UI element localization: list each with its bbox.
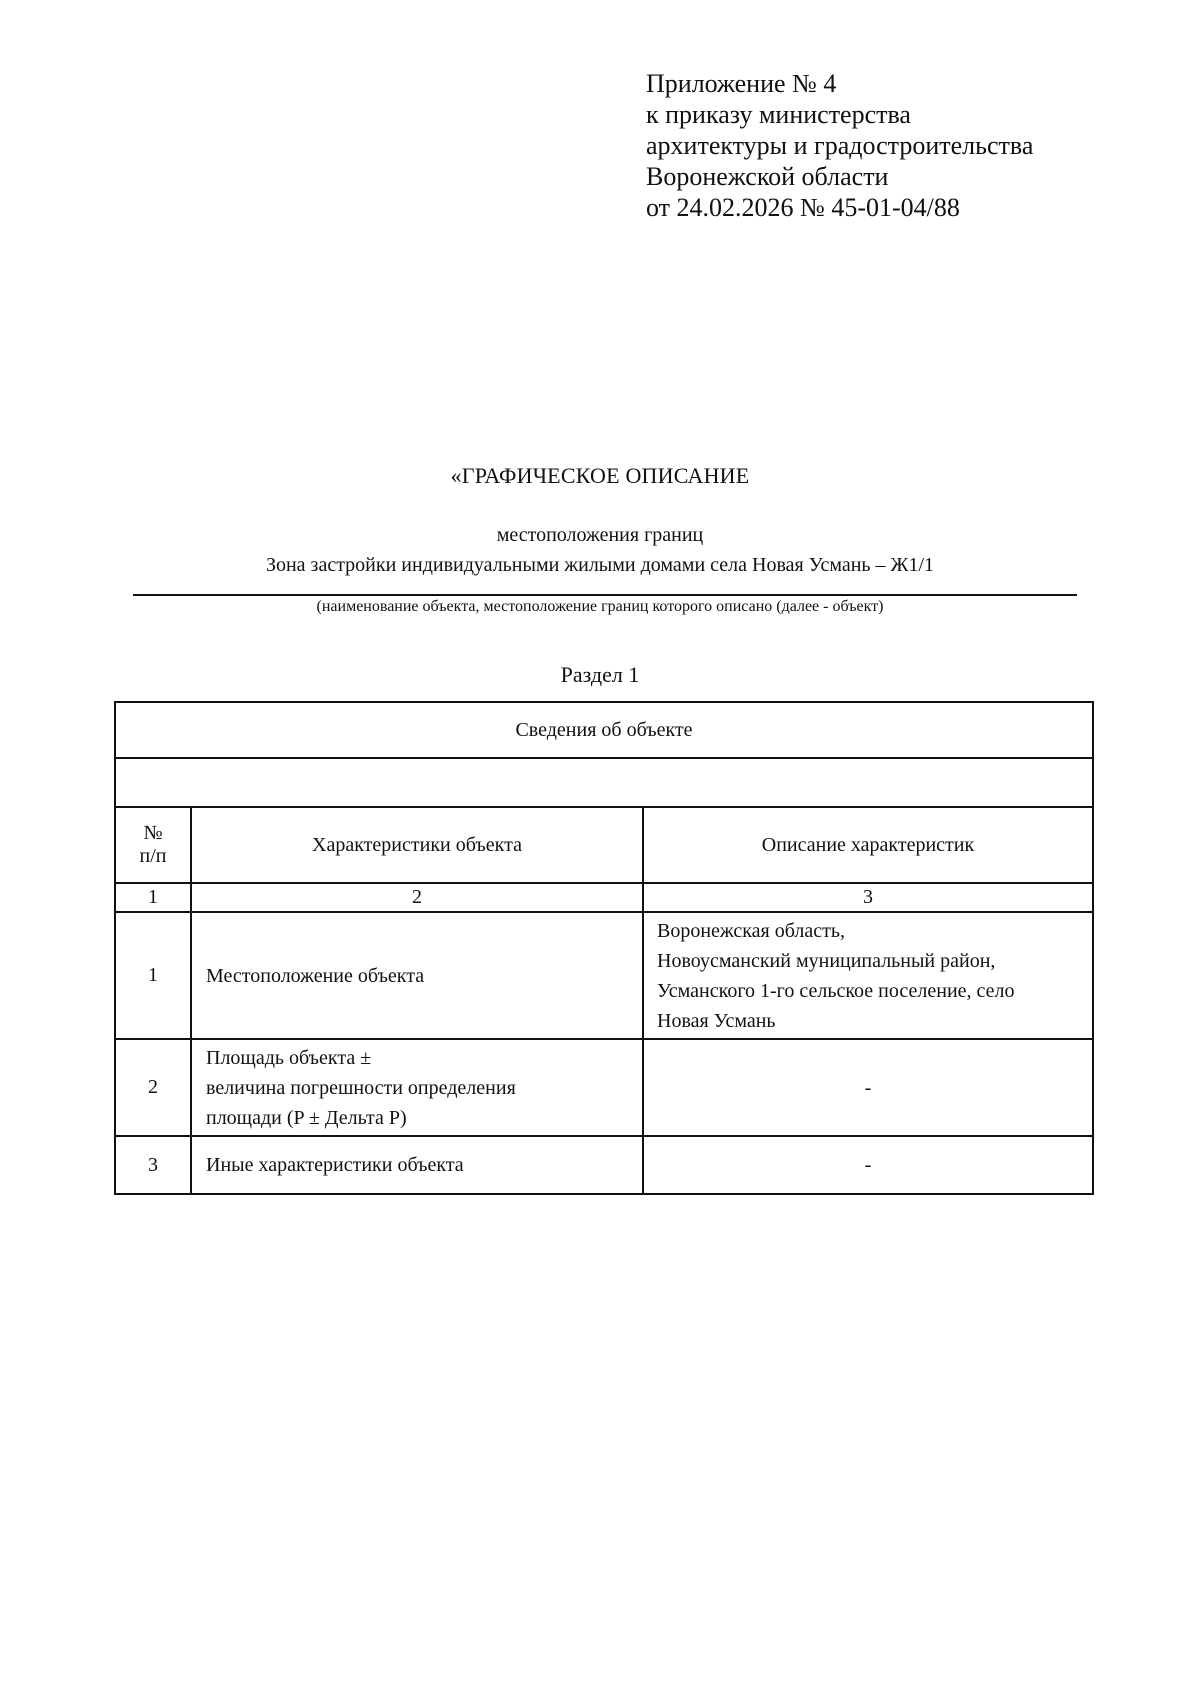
row-description: - [643, 1136, 1093, 1194]
object-caption: (наименование объекта, местоположение границ которого описано (далее - объект) [316, 598, 884, 615]
characteristic-line: Иные характеристики объекта [206, 1154, 464, 1176]
row-characteristic [191, 1136, 643, 1194]
appendix-line: к приказу министерства [646, 100, 911, 129]
description-line: Новоусманский муниципальный район, [657, 949, 996, 972]
appendix-block [646, 68, 1033, 223]
description-line: Усманского 1-го сельское поселение, село [657, 979, 1015, 1002]
column-header-row [115, 807, 1093, 883]
document-subtitle [0, 520, 1200, 580]
row-number: 2 [115, 1039, 191, 1136]
blank-cell [115, 758, 1093, 807]
characteristic-line: Местоположение объекта [206, 964, 425, 987]
appendix-line: Приложение № 4 [646, 69, 837, 98]
row-description [643, 912, 1093, 1039]
column-header-description: Описание характеристик [643, 807, 1093, 883]
column-header-characteristic: Характеристики объекта [191, 807, 643, 883]
section-heading: Раздел 1 [560, 662, 640, 687]
subtitle-line: местоположения границ [496, 524, 704, 546]
description-line: Воронежская область, [657, 919, 846, 942]
appendix-line: от 24.02.2026 № 45-01-04/88 [646, 193, 960, 222]
object-info-table [114, 701, 1094, 1195]
column-header-num-line: п/п [139, 845, 167, 867]
row-number: 3 [115, 1136, 191, 1194]
underline-rule [133, 594, 1077, 596]
column-number: 2 [191, 883, 643, 912]
column-header-num-line: № [143, 822, 163, 844]
document-title: «ГРАФИЧЕСКОЕ ОПИСАНИЕ [450, 463, 750, 488]
subtitle-line: Зона застройки индивидуальными жилыми домами села Новая Усмань – Ж1/1 [265, 554, 935, 576]
description-line: Новая Усмань [657, 1009, 776, 1032]
characteristic-line: площади (P ± Дельта P) [206, 1106, 407, 1129]
characteristic-line: Площадь объекта ± [206, 1046, 372, 1069]
table-header-row [115, 702, 1093, 758]
table-blank-row [115, 758, 1093, 807]
appendix-line: Воронежской области [646, 162, 889, 191]
column-number-row [115, 883, 1093, 912]
table-row [115, 1136, 1093, 1194]
row-characteristic [191, 912, 643, 1039]
table-row [115, 1039, 1093, 1136]
characteristic-line: величина погрешности определения [206, 1076, 516, 1099]
row-number: 1 [115, 912, 191, 1039]
appendix-line: архитектуры и градостроительства [646, 131, 1034, 160]
column-number: 1 [115, 883, 191, 912]
column-number: 3 [643, 883, 1093, 912]
row-description: - [643, 1039, 1093, 1136]
table-header: Сведения об объекте [115, 702, 1093, 758]
column-header-num [115, 807, 191, 883]
row-characteristic [191, 1039, 643, 1136]
table-row [115, 912, 1093, 1039]
